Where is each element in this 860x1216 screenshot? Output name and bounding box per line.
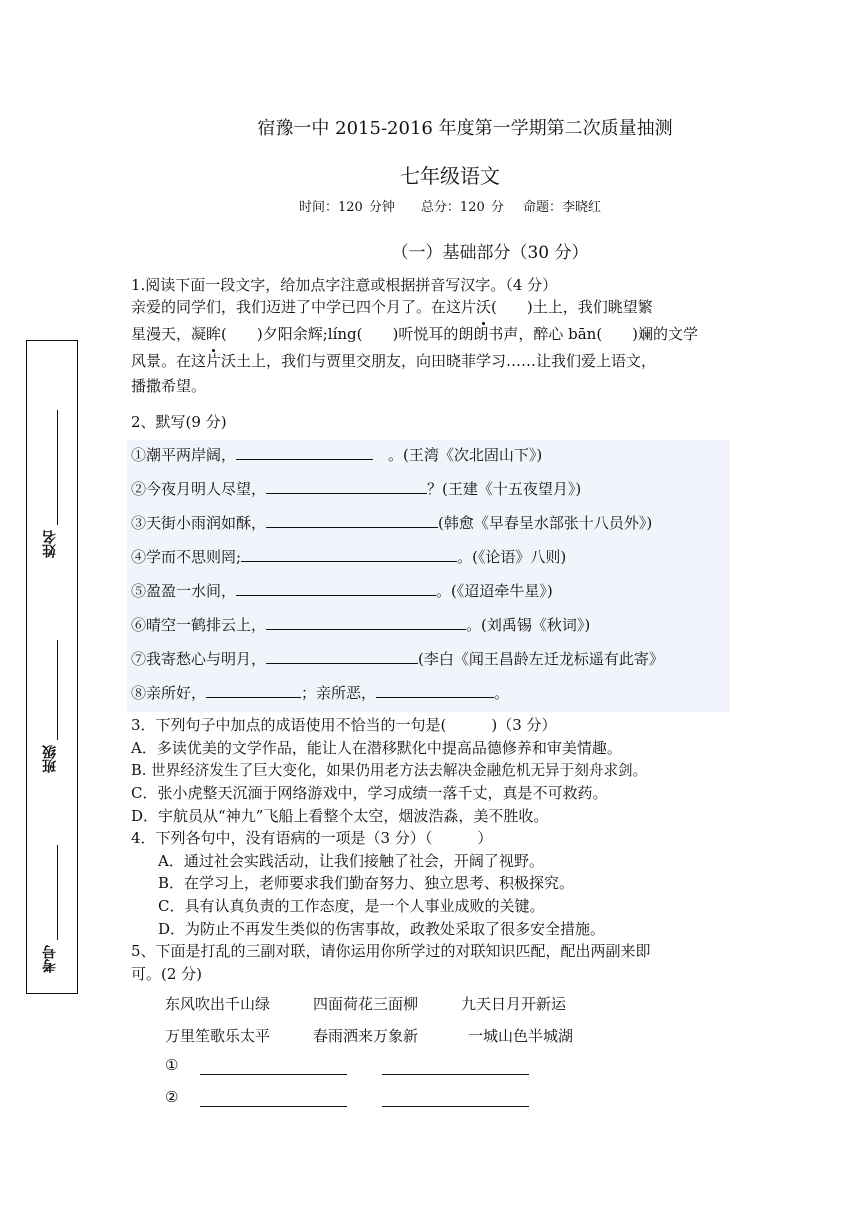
q3-option-b[interactable]: B. 世界经济发生了巨大变化，如果仍用老方法去解决金融危机无异于刻舟求剑。 <box>131 762 648 779</box>
answer-line[interactable] <box>200 1105 347 1107</box>
student-info-box <box>26 340 78 994</box>
answer-blank[interactable] <box>241 546 457 562</box>
q1-line-2: 星漫天，凝眸( )夕阳余辉;líng( )听悦耳的朗朗书声，醉心 bān( )斓的文学 <box>131 321 736 348</box>
answer-blank[interactable] <box>236 580 436 596</box>
answer-blank[interactable] <box>266 512 438 528</box>
q4-option-a[interactable]: A．通过社会实践活动，让我们接触了社会，开阔了视野。 <box>158 852 544 870</box>
q2-stem: 2、默写(9 分) <box>131 413 227 431</box>
answer-blank[interactable] <box>266 614 466 630</box>
q1-stem: 1.阅读下面一段文字，给加点字注意或根据拼音写汉字。（4 分） <box>131 276 558 294</box>
recite-item-6: ⑥晴空一鹤排云上， 。(刘禹锡《秋词》) <box>131 616 591 634</box>
answer-blank[interactable] <box>266 648 418 664</box>
recite-item-5: ⑤盈盈一水间， 。(《迢迢牵牛星》) <box>131 582 553 600</box>
recite-item-2: ②今夜月明人尽望， ？(王建《十五夜望月》) <box>131 480 582 498</box>
dotted-char: 眸 <box>206 321 221 348</box>
section-heading: （一）基础部分（30 分） <box>391 243 589 263</box>
recite-item-8: ⑧亲所好， ；亲所恶， 。 <box>131 684 510 702</box>
couplet-3: 九天日月开新运 <box>461 995 567 1013</box>
exam-title: 宿豫一中 2015-2016 年度第一学期第二次质量抽测 <box>257 118 673 139</box>
recite-item-4: ④学而不思则罔; 。(《论语》八则) <box>131 548 567 566</box>
answer-line[interactable] <box>200 1073 347 1075</box>
recite-item-1: ①潮平两岸阔， 。(王湾《次北固山下》) <box>131 446 543 464</box>
couplet-5: 春雨洒来万象新 <box>313 1027 419 1045</box>
couplet-2: 四面荷花三面柳 <box>313 995 419 1013</box>
q3-stem: 3．下列句子中加点的成语使用不恰当的一句是( )（3 分） <box>131 716 557 734</box>
answer-line[interactable] <box>382 1073 529 1075</box>
answer-blank[interactable] <box>206 682 301 698</box>
couplet-6: 一城山色半城湖 <box>468 1027 574 1045</box>
dotted-char: 沃 <box>476 294 491 321</box>
answer-line[interactable] <box>382 1105 529 1107</box>
answer-blank[interactable] <box>266 478 427 494</box>
name-label: 姓名 <box>42 530 58 558</box>
answer-marker-1: ① <box>165 1056 179 1074</box>
q4-stem: 4．下列各句中，没有语病的一项是（3 分）（ ） <box>131 829 493 847</box>
couplet-1: 东风吹出千山绿 <box>165 995 271 1013</box>
answer-marker-2: ② <box>165 1088 179 1106</box>
q3-option-c[interactable]: C．张小虎整天沉湎于网络游戏中，学习成绩一落千丈，真是不可救药。 <box>131 784 608 802</box>
q4-option-b[interactable]: B．在学习上，老师要求我们勤奋努力、独立思考、积极探究。 <box>158 874 575 892</box>
answer-blank[interactable] <box>376 682 494 698</box>
class-label: 班级 <box>42 745 58 773</box>
q4-option-d[interactable]: D．为防止不再发生类似的伤害事故，政教处采取了很多安全措施。 <box>158 920 606 938</box>
q3-option-a[interactable]: A．多读优美的文学作品，能让人在潜移默化中提高品德修养和审美情趣。 <box>131 739 622 757</box>
q5-stem-line-1: 5、下面是打乱的三副对联，请你运用你所学过的对联知识匹配，配出两副来即 <box>131 942 651 960</box>
exam-meta: 时间：120 分钟 总分：120 分 命题：李晓红 <box>298 200 602 215</box>
name-line[interactable] <box>57 410 58 525</box>
answer-blank[interactable] <box>236 444 373 460</box>
q1-line-1: 亲爱的同学们，我们迈进了中学已四个月了。在这片沃( )土上，我们眺望繁 <box>131 294 736 321</box>
exam-subject: 七年级语文 <box>400 164 500 188</box>
couplet-4: 万里笙歌乐太平 <box>165 1027 271 1045</box>
recite-item-7: ⑦我寄愁心与明月， (李白《闻王昌龄左迁龙标遥有此寄》 <box>131 650 664 668</box>
recite-item-3: ③天街小雨润如酥， (韩愈《早春呈水部张十八员外》) <box>131 514 653 532</box>
class-line[interactable] <box>57 640 58 740</box>
id-label: 考号 <box>42 945 58 973</box>
q4-option-c[interactable]: C．具有认真负责的工作态度，是一个人事业成败的关键。 <box>158 897 545 915</box>
q1-passage <box>131 294 736 397</box>
id-line[interactable] <box>57 845 58 940</box>
q5-stem-line-2: 可。(2 分) <box>131 965 203 983</box>
q3-option-d[interactable]: D．宇航员从“神九”飞船上看整个太空，烟波浩淼，美不胜收。 <box>131 807 549 825</box>
q1-line-4: 播撒希望。 <box>131 377 207 395</box>
q1-line-3: 风景。在这片沃土上，我们与贾里交朋友，向田晓菲学习……让我们爱上语文， <box>131 352 657 370</box>
